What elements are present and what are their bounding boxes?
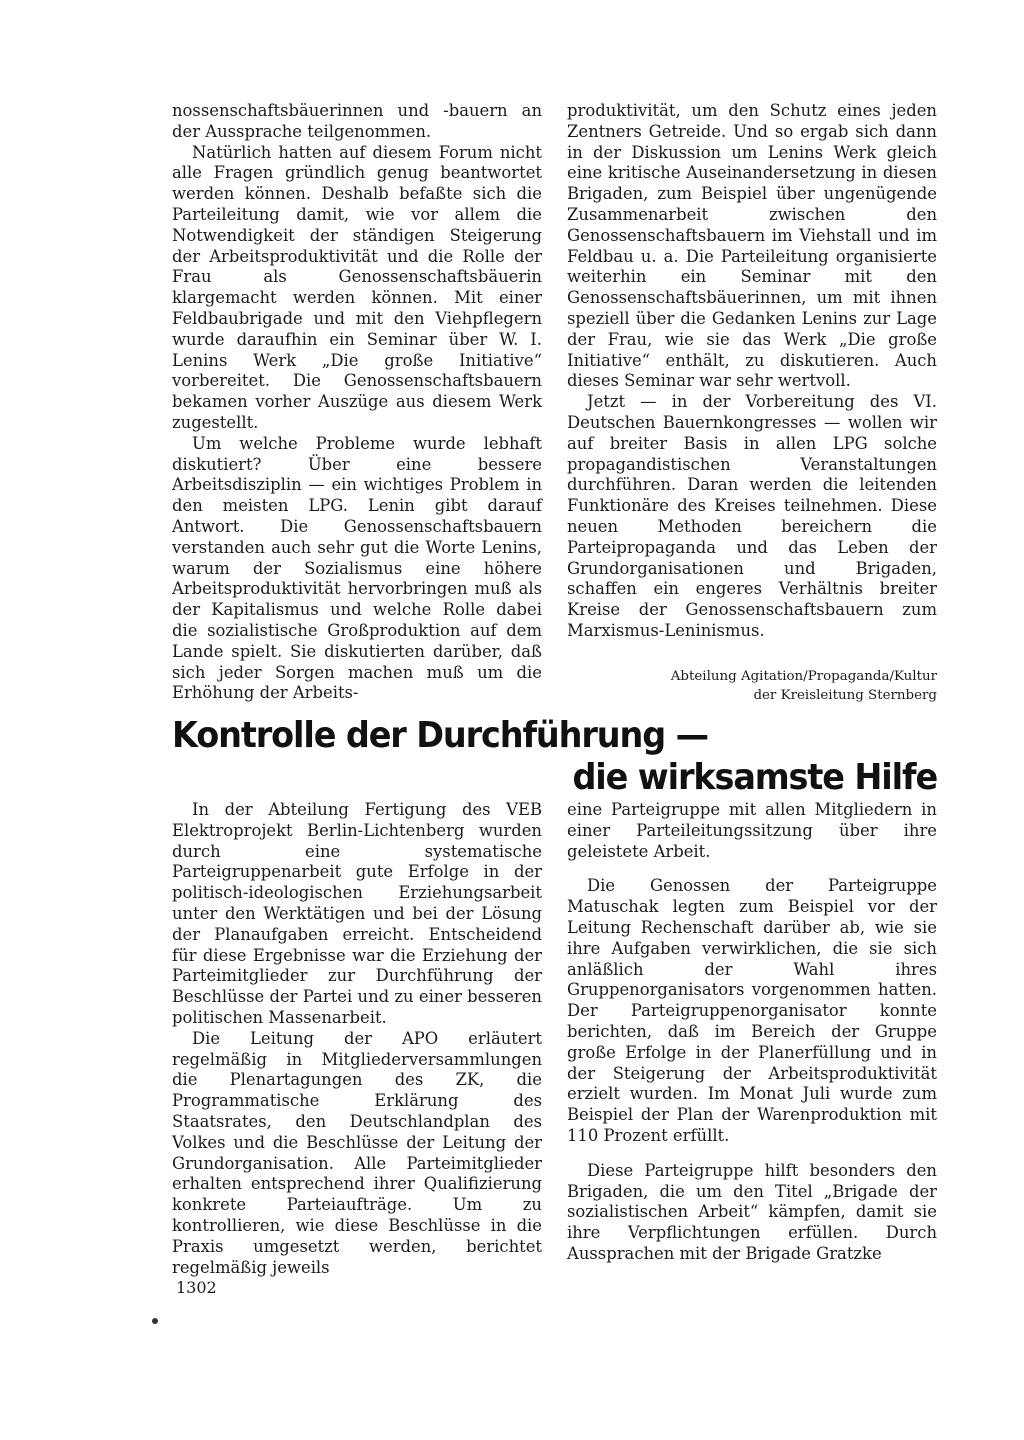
paragraph: nossenschaftsbäuerinnen und -bauern an der Aussprache teilgenommen.: [172, 101, 542, 141]
signature-line-2: der Kreisleitung Sternberg: [753, 688, 937, 703]
print-speck: [152, 1318, 158, 1324]
headline-line-1: Kontrolle der Durchführung —: [172, 715, 708, 756]
column-top-right: [567, 101, 937, 642]
paragraph: Die Genossen der Parteigruppe Matuschak legten zum Beispiel vor der Leitung Rechenschaft darüber ab, wie sie ihre Aufgaben verwirklichen, die sie sich anläßlich der Wahl ihres Gruppenorganisators vorgenommen hatten. Der Parteigruppenorganisator konnte berichten, daß im Bereich der Gruppe große Erfolge in der Planerfüllung und in der Steigerung der Arbeitsproduktivität erzielt wurden. Im Monat Juli wurde zum Beispiel der Plan der Warenproduktion mit 110 Prozent erfüllt.: [567, 876, 937, 1145]
paragraph: Um welche Probleme wurde lebhaft diskutiert? Über eine bessere Arbeitsdisziplin — ein wichtiges Problem in den meisten LPG. Lenin gibt darauf Antwort. Die Genossenschaftsbauern verstanden auch sehr gut die Worte Lenins, warum der Sozialismus eine höhere Arbeitsproduktivität hervorbringen muß als der Kapitalismus und welche Rolle dabei die sozialistische Großproduktion auf dem Lande spielt. Sie diskutierten darüber, daß sich jeder Sorgen machen muß um die Erhöhung der Arbeits-: [172, 433, 542, 703]
paragraph: eine Parteigruppe mit allen Mitgliedern in einer Parteileitungssitzung über ihre geleistete Arbeit.: [567, 800, 937, 861]
page-number: 1302: [176, 1278, 217, 1297]
column-top-left: [172, 101, 542, 704]
signature-line-1: Abteilung Agitation/Propaganda/Kultur: [670, 669, 937, 684]
signature-block: [597, 667, 937, 705]
paragraph: produktivität, um den Schutz eines jeden Zentners Getreide. Und so ergab sich dann in der Diskussion um Lenins Werk gleich eine kritische Auseinandersetzung in diesen Brigaden, zum Beispiel über ungenügende Zusammenarbeit zwischen den Genossenschaftsbauern im Viehstall und im Feldbau u. a. Die Parteileitung organisierte weiterhin ein Seminar mit den Genossenschaftsbäuerinnen, um mit ihnen speziell über die Gedanken Lenins zur Lage der Frau, wie sie das Werk „Die große Initiative“ enthält, zu diskutieren. Auch dieses Seminar war sehr wertvoll.: [567, 101, 937, 391]
paragraph: Die Leitung der APO erläutert regelmäßig in Mitgliederversammlungen die Plenartagungen des ZK, die Programmatische Erklärung des Staatsrates, den Deutschlandplan des Volkes und die Beschlüsse der Leitung der Grundorganisation. Alle Parteimitglieder erhalten entsprechend ihrer Qualifizierung konkrete Parteiaufträge. Um zu kontrollieren, wie diese Beschlüsse in die Praxis umgesetzt werden, berichtet regelmäßig jeweils: [172, 1028, 542, 1277]
column-bottom-left: [172, 800, 542, 1278]
paragraph: Natürlich hatten auf diesem Forum nicht alle Fragen gründlich genug beantwortet werden können. Deshalb befaßte sich die Parteileitung damit, wie vor allem die Notwendigkeit der ständigen Steigerung der Arbeitsproduktivität und die Rolle der Frau als Genossenschaftsbäuerin klargemacht werden können. Mit einer Feldbaubrigade und mit den Viehpflegern wurde daraufhin ein Seminar über W. I. Lenins Werk „Die große Initiative“ vorbereitet. Die Genossenschaftsbauern bekamen vorher Auszüge aus diesem Werk zugestellt.: [172, 142, 542, 432]
headline-line-2: die wirksamste Hilfe: [572, 757, 937, 798]
paragraph: Jetzt — in der Vorbereitung des VI. Deutschen Bauernkongresses — wollen wir auf breiter Basis in allen LPG solche propagandistischen Veranstaltungen durchführen. Daran werden die leitenden Funktionäre des Kreises teilnehmen. Diese neuen Methoden bereichern die Parteipropaganda und das Leben der Grundorganisationen und Brigaden, schaffen ein engeres Verhältnis breiter Kreise der Genossenschaftsbauern zum Marxismus-Leninismus.: [567, 392, 937, 640]
paragraph: Diese Parteigruppe hilft besonders den Brigaden, die um den Titel „Brigade der sozialistischen Arbeit“ kämpfen, damit sie ihre Verpflichtungen erfüllen. Durch Aussprachen mit der Brigade Gratzke: [567, 1160, 937, 1263]
paragraph: In der Abteilung Fertigung des VEB Elektroprojekt Berlin-Lichtenberg wurden durch eine systematische Parteigruppenarbeit gute Erfolge in der politisch-ideologischen Erziehungsarbeit unter den Werktätigen und bei der Lösung der Planaufgaben erreicht. Entscheidend für diese Ergebnisse war die Erziehung der Parteimitglieder zur Durchführung der Beschlüsse der Partei und zu einer besseren politischen Massenarbeit.: [172, 800, 542, 1027]
column-bottom-right: [567, 800, 937, 1265]
